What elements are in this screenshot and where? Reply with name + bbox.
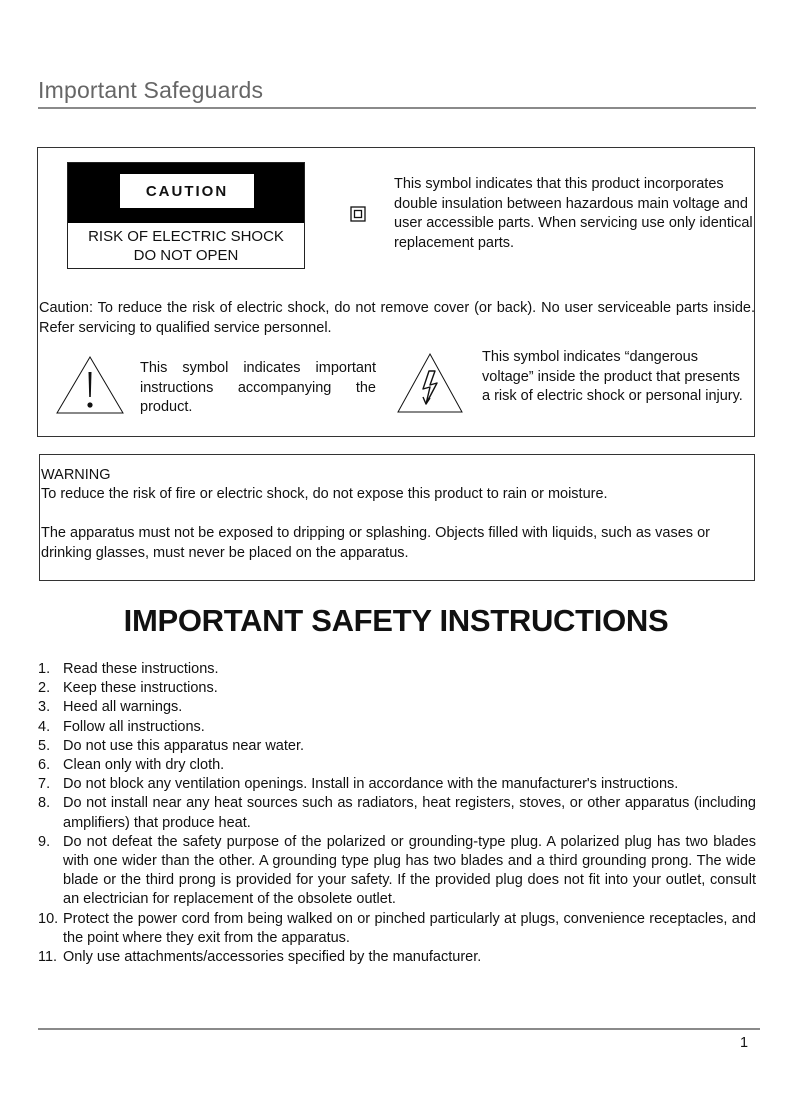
instruction-item xyxy=(38,794,756,832)
instruction-number: 11. xyxy=(38,949,58,966)
safety-instructions-title: IMPORTANT SAFETY INSTRUCTIONS xyxy=(123,603,669,638)
instruction-text: Do not use this apparatus near water. xyxy=(63,737,305,754)
instruction-item xyxy=(38,698,756,717)
instruction-item xyxy=(38,775,756,794)
double-insulation-text: This symbol indicates that this product incorporates double insulation between hazardous main voltage and user accessible parts. When servicing use only identical replacement parts. xyxy=(394,176,753,251)
instruction-text: Heed all warnings. xyxy=(63,699,183,716)
caution-panel xyxy=(67,162,305,269)
caution-panel-text xyxy=(68,227,304,265)
header-divider xyxy=(38,107,756,109)
caution-label: CAUTION xyxy=(120,174,254,208)
instruction-item xyxy=(38,948,756,967)
instruction-item xyxy=(38,910,756,948)
warning-paragraph-2: The apparatus must not be exposed to dripping or splashing. Objects filled with liquids, such as vases or drinking glasses, must never be placed on the apparatus. xyxy=(41,525,710,561)
instruction-number: 10. xyxy=(38,910,59,927)
warning-line-1: To reduce the risk of fire or electric shock, do not expose this product to rain or moisture. xyxy=(41,486,608,502)
double-square-icon xyxy=(350,206,366,222)
instruction-number: 9. xyxy=(38,833,51,850)
lightning-triangle-icon xyxy=(396,352,464,414)
instruction-text: Do not defeat the safety purpose of the polarized or grounding-type plug. A polarized plug has two blades with one wider than the other. A grounding type plug has two blades and a third grounding prong. The wide blade or the third prong is provided for your safety. If the provided plug does not fit into your outlet, consult an electrician for replacement of the obsolete outlet. xyxy=(63,833,756,908)
instruction-number: 7. xyxy=(38,776,51,793)
footer-divider xyxy=(38,1028,760,1030)
instruction-item xyxy=(38,756,756,775)
instruction-item xyxy=(38,679,756,698)
caution-header-band xyxy=(68,163,304,223)
warning-title: WARNING xyxy=(41,467,111,483)
exclamation-triangle-icon xyxy=(55,355,125,415)
instruction-number: 6. xyxy=(38,757,51,774)
voltage-symbol-text: This symbol indicates “dangerous voltage” inside the product that presents a risk of electric shock or personal injury. xyxy=(482,349,743,404)
instruction-text: Only use attachments/accessories specified by the manufacturer. xyxy=(63,949,482,966)
page-number: 1 xyxy=(740,1035,749,1051)
instruction-number: 3. xyxy=(38,699,51,716)
instruction-number: 8. xyxy=(38,795,51,812)
instruction-number: 1. xyxy=(38,661,51,677)
instruction-item xyxy=(38,660,756,679)
instruction-text: Clean only with dry cloth. xyxy=(63,757,225,774)
instruction-list xyxy=(38,660,756,967)
caution-paragraph: Caution: To reduce the risk of electric shock, do not remove cover (or back). No user serviceable parts inside. Refer servicing to qualified service personnel. xyxy=(39,300,755,336)
instruction-text: Follow all instructions. xyxy=(63,718,205,735)
caution-line-2: DO NOT OPEN xyxy=(133,247,239,264)
instruction-text: Protect the power cord from being walked on or pinched particularly at plugs, convenience receptacles, and the point where they exit from the apparatus. xyxy=(63,910,756,946)
instruction-item xyxy=(38,737,756,756)
instruction-text: Read these instructions. xyxy=(63,661,219,677)
caution-line-1: RISK OF ELECTRIC SHOCK xyxy=(88,228,284,245)
instruction-item xyxy=(38,718,756,737)
instruction-text: Do not install near any heat sources such as radiators, heat registers, stoves, or other apparatus (including amplifiers) that produce heat. xyxy=(63,795,756,831)
instruction-number: 2. xyxy=(38,680,51,697)
instruction-text: Keep these instructions. xyxy=(63,680,218,697)
instruction-number: 4. xyxy=(38,718,51,735)
instruction-item xyxy=(38,833,756,910)
instruction-text: Do not block any ventilation openings. Install in accordance with the manufacturer's instructions. xyxy=(63,776,679,793)
instruction-number: 5. xyxy=(38,737,51,754)
exclamation-symbol-text: This symbol indicates important instructions accompanying the product. xyxy=(140,360,376,415)
page-header-title: Important Safeguards xyxy=(38,77,264,103)
